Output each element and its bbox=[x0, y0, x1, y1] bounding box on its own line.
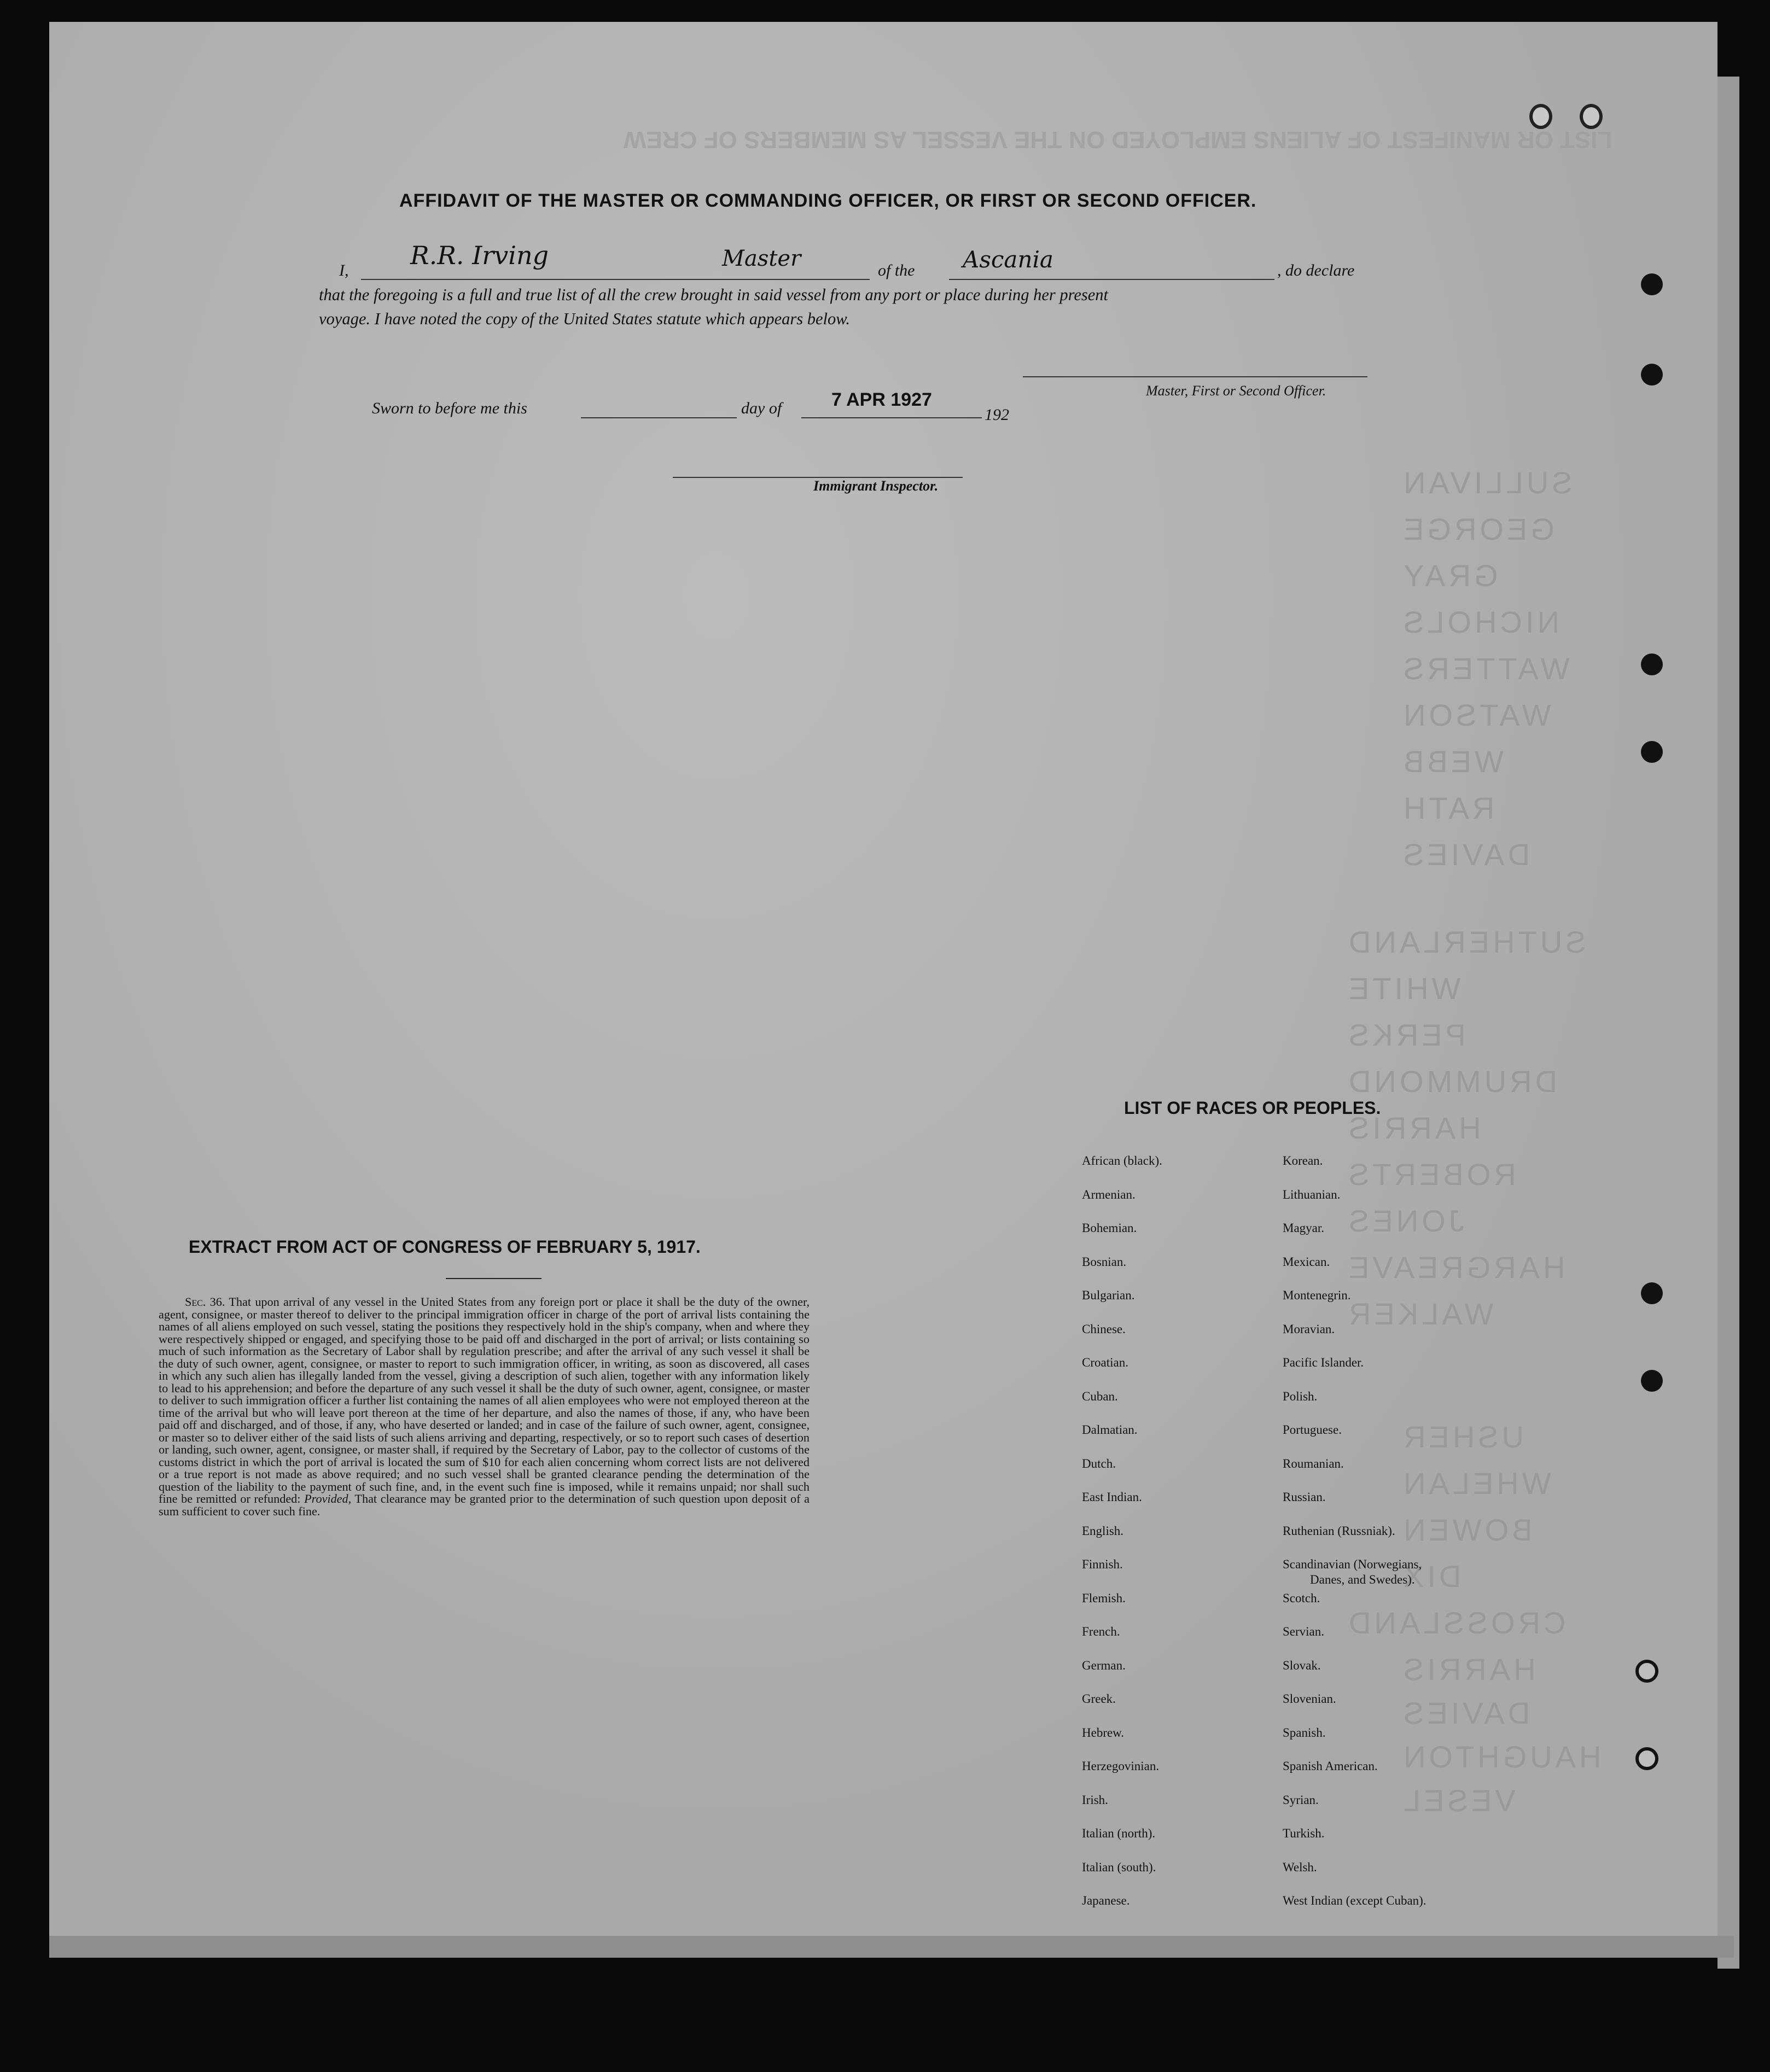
bleed-through-name: WHITE bbox=[1346, 971, 1461, 1006]
signature-caption: Master, First or Second Officer. bbox=[1146, 383, 1326, 399]
race-item: Portuguese. bbox=[1283, 1423, 1342, 1437]
race-item: Cuban. bbox=[1082, 1389, 1118, 1403]
race-item: Syrian. bbox=[1283, 1793, 1319, 1807]
race-item: Moravian. bbox=[1283, 1322, 1335, 1336]
master-name-handwritten: R.R. Irving bbox=[410, 241, 549, 270]
race-item: Montenegrin. bbox=[1283, 1288, 1351, 1302]
date-stamp: 7 APR 1927 bbox=[831, 389, 932, 410]
race-item: Hebrew. bbox=[1082, 1725, 1125, 1740]
punch-hole-icon bbox=[1641, 741, 1663, 763]
race-item: English. bbox=[1082, 1524, 1124, 1538]
bleed-through-name: DIX bbox=[1400, 1559, 1462, 1594]
race-item: Welsh. bbox=[1283, 1860, 1317, 1874]
race-item: Chinese. bbox=[1082, 1322, 1126, 1336]
race-item: Servian. bbox=[1283, 1625, 1325, 1638]
bleed-through-name: WATSON bbox=[1400, 698, 1551, 732]
race-item: Dutch. bbox=[1082, 1456, 1116, 1470]
race-item: Japanese. bbox=[1082, 1894, 1130, 1907]
bleed-through-name: WHELAN bbox=[1400, 1466, 1551, 1501]
extract-text: That upon arrival of any vessel in the United States from any foreign port or place it shall be the duty of the owner, agent, consignee, or master thereof to deliver to the principal immigration officer in charge of the port of arrival lists containing the names of all aliens employed on such vessel, stating the positions they respectively hold in the ship's company, when and where they were respectively shipped or engaged, and specifying those to be paid off and discharged in the port of arrival; or lists containing so much of such information as the Secretary of Labor shall by regulation prescribe; and after the arrival of any such vessel it shall be the duty of such owner, agent, consignee, or master to report to such immigration officer, in writing, as soon as discovered, all cases in which any such alien has illegally landed from the vessel, giving a description of such alien, together with any information likely to lead to his apprehension; and before the departure of any such vessel it shall be the duty of such owner, agent, consignee, or master to deliver to such immigration officer a further list containing the names of all alien employees who were not employed thereon at the time of the arrival but who will leave port thereon at the time of her departure, and also the names of those, if any, who have been paid off and discharged, and of those, if any, who have deserted or landed; and in case of the failure of such owner, agent, consignee, or master so to deliver either of the said lists of such aliens arriving and departing, respectively, or so to report such cases of desertion or landing, such owner, agent, consignee, or master shall, if required by the Secretary of Labor, pay to the collector of customs of the customs district in which the port of arrival is located the sum of $10 for each alien concerning whom correct lists are not delivered or a true report is not made as above required; and no such vessel shall be granted clearance pending the determination of the question of the liability to the payment of such fine, and, in the event such fine is imposed, while it remains unpaid; nor shall such fine be remitted or refunded: bbox=[159, 1295, 810, 1505]
race-item: Italian (south). bbox=[1082, 1860, 1156, 1874]
punch-hole-icon bbox=[1641, 364, 1663, 386]
race-item: Ruthenian (Russniak). bbox=[1283, 1524, 1395, 1538]
bleed-through-name: DAVIES bbox=[1400, 1696, 1530, 1730]
do-declare-label: , do declare bbox=[1277, 261, 1355, 279]
race-item: Roumanian. bbox=[1283, 1456, 1344, 1470]
race-item: Slovak. bbox=[1283, 1658, 1321, 1672]
affidavit-line-2: that the foregoing is a full and true list of all the crew brought in said vessel from any port or place during her present bbox=[319, 285, 1109, 304]
race-item: Croatian. bbox=[1082, 1356, 1128, 1369]
race-item: Irish. bbox=[1082, 1793, 1108, 1807]
bleed-through-name: HARGREAVE bbox=[1346, 1250, 1565, 1285]
race-item: French. bbox=[1082, 1625, 1120, 1638]
race-item: Bulgarian. bbox=[1082, 1288, 1135, 1302]
bleed-through-name: HARRIS bbox=[1346, 1111, 1481, 1145]
affidavit-prefix: I, bbox=[339, 261, 349, 279]
race-item: Danes, and Swedes). bbox=[1310, 1573, 1415, 1586]
sworn-label: Sworn to before me this bbox=[372, 399, 527, 417]
bleed-through-name: NICHOLS bbox=[1400, 605, 1559, 639]
bleed-through-name: SUTHERLAND bbox=[1346, 925, 1586, 959]
inspector-caption: Immigrant Inspector. bbox=[813, 478, 939, 494]
day-of-label: day of bbox=[741, 399, 782, 417]
of-the-label: of the bbox=[878, 261, 915, 279]
race-item: Greek. bbox=[1082, 1692, 1116, 1706]
bleed-through-name: GRAY bbox=[1400, 558, 1498, 593]
bleed-through-name: WEBB bbox=[1400, 744, 1504, 779]
race-item: Bohemian. bbox=[1082, 1221, 1137, 1235]
race-item: Turkish. bbox=[1283, 1826, 1325, 1840]
punch-hole-icon bbox=[1641, 273, 1663, 295]
punch-hole-icon bbox=[1641, 653, 1663, 675]
race-item: Bosnian. bbox=[1082, 1254, 1127, 1269]
punch-hole-icon bbox=[1641, 1282, 1663, 1304]
race-item: Flemish. bbox=[1082, 1591, 1126, 1605]
extract-title-rule bbox=[446, 1278, 542, 1279]
race-item: Polish. bbox=[1283, 1389, 1318, 1403]
bleed-through-name: RATH bbox=[1400, 791, 1495, 825]
bleed-through-header: LIST OR MANIFEST OF ALIENS EMPLOYED ON THE VESSEL AS MEMBERS OF CREW bbox=[624, 126, 1612, 153]
bleed-through-name: HARRIS bbox=[1400, 1652, 1536, 1686]
race-item: Spanish. bbox=[1283, 1725, 1326, 1740]
year-suffix: 192 bbox=[985, 406, 1009, 424]
bleed-through-name: USHER bbox=[1400, 1420, 1524, 1454]
race-item: Italian (north). bbox=[1082, 1826, 1156, 1840]
races-title: LIST OF RACES OR PEOPLES. bbox=[1124, 1098, 1381, 1118]
bleed-through-name: DRUMMOND bbox=[1346, 1064, 1558, 1099]
race-item: Magyar. bbox=[1283, 1221, 1325, 1235]
extract-title: EXTRACT FROM ACT OF CONGRESS OF FEBRUARY 5, 1917. bbox=[189, 1237, 701, 1257]
bleed-through-name: DAVIES bbox=[1400, 837, 1530, 872]
signature-line bbox=[1023, 376, 1367, 377]
race-item: Mexican. bbox=[1283, 1254, 1330, 1269]
race-item: Scandinavian (Norwegians, bbox=[1283, 1557, 1422, 1571]
punch-hole-icon bbox=[1635, 1660, 1658, 1683]
bleed-through-name: ROBERTS bbox=[1346, 1157, 1516, 1192]
race-item: Armenian. bbox=[1082, 1187, 1136, 1201]
bleed-through-name: WATTERS bbox=[1400, 651, 1570, 686]
race-item: Dalmatian. bbox=[1082, 1423, 1138, 1437]
affidavit-line-3: voyage. I have noted the copy of the United States statute which appears below. bbox=[319, 310, 850, 328]
race-item: Pacific Islander. bbox=[1283, 1356, 1364, 1369]
provided-label: Provided, bbox=[304, 1492, 352, 1505]
race-item: Scotch. bbox=[1283, 1591, 1320, 1605]
bleed-through-name: GEORGE bbox=[1400, 512, 1554, 546]
sworn-month-blank bbox=[801, 417, 982, 418]
bleed-through-name: SULLIVAN bbox=[1400, 465, 1573, 500]
bleed-through-name: JONES bbox=[1346, 1204, 1464, 1238]
race-item: German. bbox=[1082, 1658, 1126, 1672]
bleed-through-name: HAUGHTON bbox=[1400, 1740, 1602, 1774]
provided-text: That clearance may be granted prior to the determination of such question upon deposit of a sum sufficient to cover such fine. bbox=[159, 1492, 810, 1518]
race-item: West Indian (except Cuban). bbox=[1283, 1894, 1427, 1907]
race-item: Korean. bbox=[1283, 1154, 1323, 1168]
name-blank bbox=[361, 279, 870, 280]
extract-body bbox=[159, 1296, 810, 1517]
punch-hole-icon bbox=[1641, 1370, 1663, 1392]
page-edge-bottom bbox=[49, 1936, 1734, 1958]
affidavit-title: AFFIDAVIT OF THE MASTER OR COMMANDING OFFICER, OR FIRST OR SECOND OFFICER. bbox=[399, 190, 1257, 211]
punch-hole-icon bbox=[1635, 1747, 1658, 1770]
race-item: Herzegovinian. bbox=[1082, 1759, 1160, 1773]
document-page bbox=[49, 22, 1717, 1936]
bleed-through-name: VESEL bbox=[1400, 1783, 1516, 1818]
race-item: Slovenian. bbox=[1283, 1692, 1336, 1706]
sworn-day-blank bbox=[581, 417, 737, 418]
race-item: Spanish American. bbox=[1283, 1759, 1378, 1773]
bleed-through-name: PERKS bbox=[1346, 1018, 1466, 1052]
bleed-through-name: BOWEN bbox=[1400, 1513, 1533, 1547]
race-item: East Indian. bbox=[1082, 1490, 1142, 1504]
race-item: Finnish. bbox=[1082, 1557, 1123, 1571]
bleed-through-name: WALKER bbox=[1346, 1297, 1494, 1331]
rank-handwritten: Master bbox=[722, 246, 801, 271]
race-item: African (black). bbox=[1082, 1154, 1162, 1168]
vessel-name-handwritten: Ascania bbox=[963, 246, 1053, 273]
page-edge-right bbox=[1717, 77, 1739, 1969]
race-item: Lithuanian. bbox=[1283, 1187, 1341, 1201]
vessel-blank bbox=[949, 279, 1274, 280]
section-label: Sec. 36. bbox=[185, 1295, 225, 1309]
race-item: Russian. bbox=[1283, 1490, 1326, 1504]
bleed-through-name: CROSSLAND bbox=[1346, 1606, 1566, 1640]
